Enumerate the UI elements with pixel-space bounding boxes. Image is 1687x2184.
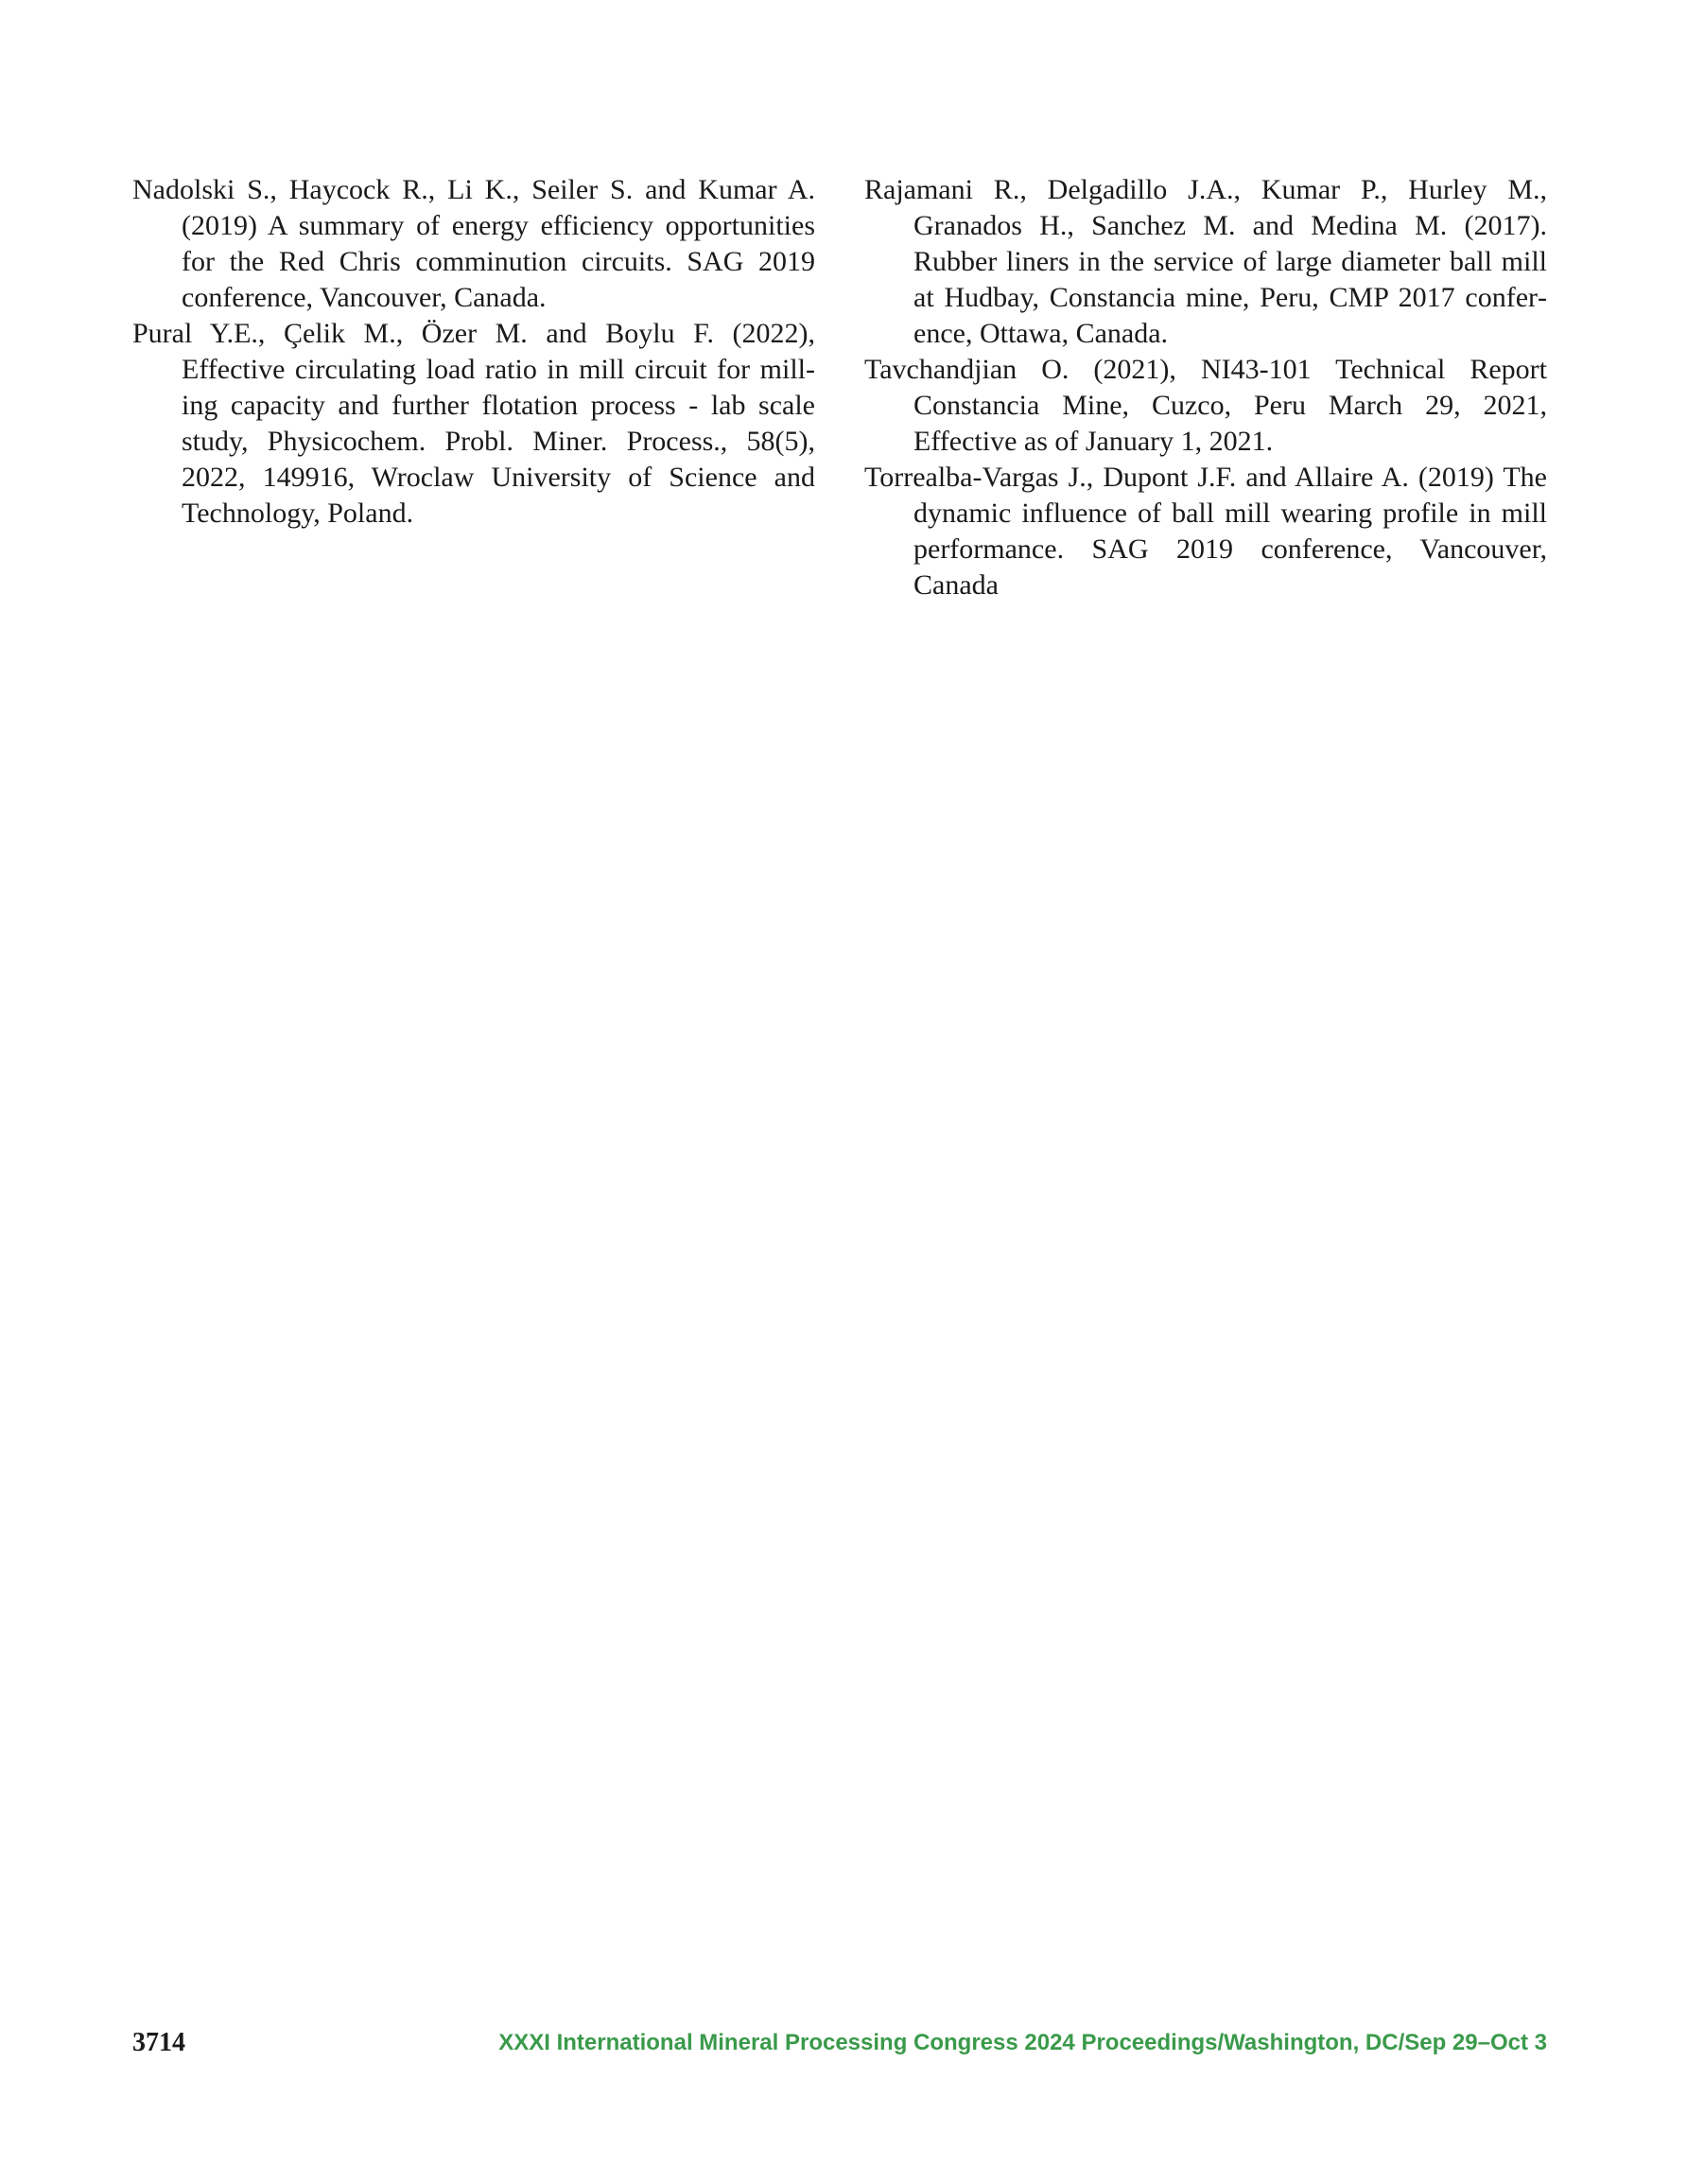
running-footer-title: XXXI International Mineral Processing Congress 2024 Proceedings/Washington, DC/Sep 29–Oct 3 — [498, 2030, 1547, 2055]
reference-entry: Nadolski S., Haycock R., Li K., Seiler S. and Kumar A. (2019) A summary of energy efficiency opportunities for the Red Chris comminution circuits. SAG 2019 conference, Vancouver, Canada. — [132, 174, 815, 313]
reference-column-right — [864, 172, 1547, 603]
reference-entry: Torrealba-Vargas J., Dupont J.F. and Allaire A. (2019) The dynamic influence of ball mill wearing profile in mill performance. SAG 2019 conference, Vancouver, Canada — [864, 462, 1547, 601]
reference-entry: Pural Y.E., Çelik M., Özer M. and Boylu F. (2022), Effective circulating load ratio in mill circuit for milling capacity and further flotation process - lab scale study, Physicochem. Probl. Miner. Process., 58(5), 2022, 149916, Wroclaw University of Science and Technology, Poland. — [132, 318, 815, 529]
reference-entry: Rajamani R., Delgadillo J.A., Kumar P., Hurley M., Granados H., Sanchez M. and Medina M. (2017). Rubber liners in the service of large diameter ball mill at Hudbay, Constancia mine, Peru, CMP 2017 conference, Ottawa, Canada. — [864, 174, 1547, 349]
reference-entry: Tavchandjian O. (2021), NI43-101 Technical Report Constancia Mine, Cuzco, Peru March 29, 2021, Effective as of January 1, 2021. — [864, 354, 1547, 457]
page-footer — [132, 2024, 1547, 2062]
reference-column-left — [132, 172, 815, 532]
page-number: 3714 — [132, 2028, 185, 2057]
